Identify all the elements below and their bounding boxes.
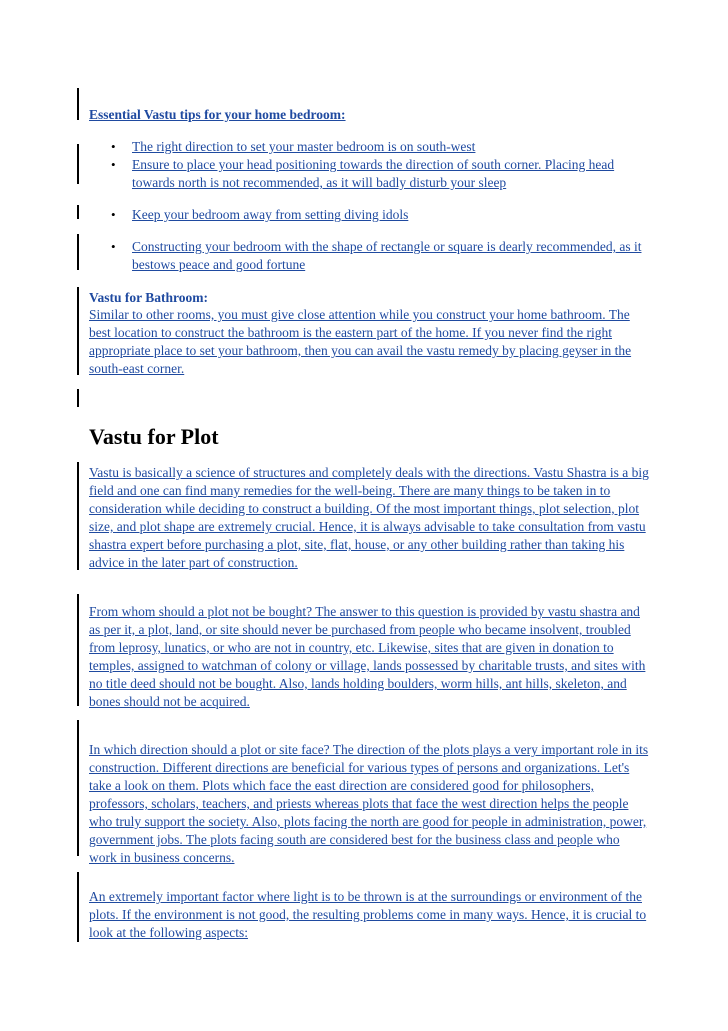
margin-bar <box>77 594 79 706</box>
list-item-text[interactable]: The right direction to set your master bedroom is on south-west <box>132 139 476 154</box>
bullet-icon: • <box>111 139 116 154</box>
paragraph-text[interactable]: An extremely important factor where light is to be thrown is at the surroundings or environment of the plots. If the environment is not good, the resulting problems come in many ways. Hence, it is crucial to look at the following aspects: <box>89 889 647 940</box>
bullet-icon: • <box>111 207 116 222</box>
list-item <box>89 238 649 274</box>
margin-bar <box>77 389 79 407</box>
bedroom-tips-list <box>89 206 649 224</box>
plot-paragraph <box>89 464 649 572</box>
bedroom-tips-list <box>89 138 649 192</box>
margin-bar <box>77 144 79 184</box>
margin-bar <box>77 720 79 856</box>
margin-bar <box>77 462 79 570</box>
paragraph-text[interactable]: Vastu is basically a science of structures and completely deals with the directions. Vastu Shastra is a big field and one can find many remedies for the well-being. There are many things to be taken in to consideration while deciding to construct a building. Of the most important things, plot selection, plot size, and plot shape are extremely crucial. Hence, it is always advisable to take consultation from vastu shastra expert before purchasing a plot, site, flat, house, or any other building rather than taking his advice in the later part of construction. <box>89 465 649 570</box>
margin-bar <box>77 287 79 375</box>
list-item-text[interactable]: Keep your bedroom away from setting diving idols <box>132 207 409 222</box>
plot-paragraph <box>89 603 649 711</box>
bullet-icon: • <box>111 157 116 172</box>
margin-bar <box>77 872 79 942</box>
list-item <box>89 156 649 192</box>
bedroom-tips-list <box>89 238 649 274</box>
bedroom-heading[interactable]: Essential Vastu tips for your home bedroom: <box>89 107 346 122</box>
paragraph-text[interactable]: From whom should a plot not be bought? The answer to this question is provided by vastu shastra and as per it, a plot, land, or site should never be purchased from people who became insolvent, troubled from leprosy, lunatics, or who are not in country, etc. Likewise, sites that are given in donation to temples, assigned to watchman of colony or village, lands possessed by charitable trusts, and sites with no title deed should not be bought. Also, lands holding boulders, worm hills, ant hills, skeleton, and bones should not be acquired. <box>89 604 646 709</box>
margin-bar <box>77 234 79 270</box>
bathroom-paragraph <box>89 306 649 378</box>
list-item <box>89 206 649 224</box>
plot-paragraph <box>89 888 649 942</box>
list-item <box>89 138 649 156</box>
bathroom-text[interactable]: Similar to other rooms, you must give close attention while you construct your home bathroom. The best location to construct the bathroom is the eastern part of the home. If you never find the right appropriate place to set your bathroom, then you can avail the vastu remedy by placing geyser in the south-east corner. <box>89 307 632 376</box>
margin-bar <box>77 88 79 120</box>
plot-paragraph <box>89 741 649 867</box>
paragraph-text[interactable]: In which direction should a plot or site face? The direction of the plots plays a very important role in its construction. Different directions are beneficial for various types of persons and organizations. Let's take a look on them. Plots which face the east direction are considered good for philosophers, professors, scholars, teachers, and priests whereas plots that face the west direction helps the people who truly support the society. Also, plots facing the north are good for people in administration, power, government jobs. The plots facing south are considered best for the business class and people who work in business concerns. <box>89 742 649 865</box>
bullet-icon: • <box>111 239 116 254</box>
list-item-text[interactable]: Constructing your bedroom with the shape of rectangle or square is dearly recommended, as it bestows peace and good fortune <box>132 239 642 272</box>
bathroom-heading[interactable]: Vastu for Bathroom: <box>89 290 209 305</box>
list-item-text[interactable]: Ensure to place your head positioning towards the direction of south corner. Placing head towards north is not recommended, as it will badly disturb your sleep <box>132 157 615 190</box>
margin-bar <box>77 205 79 219</box>
page-title: Vastu for Plot <box>89 424 219 449</box>
